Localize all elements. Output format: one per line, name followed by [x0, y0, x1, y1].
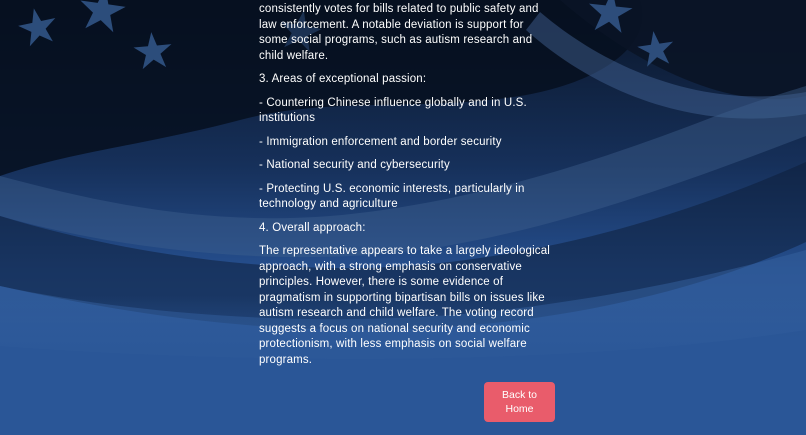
paragraph: The representative appears to take a largely ideological approach, with a strong emphasis on conservative principles. However, there is some evidence of pragmatism in supporting bipartisan bills on issues like autism research and child welfare. The voting record suggests a focus on national security and economic protectionism, with less emphasis on social welfare programs. [259, 245, 550, 366]
paragraph: consistently votes for bills related to public safety and law enforcement. A notable deviation is support for some social programs, such as autism research and child welfare. [259, 3, 539, 62]
back-to-home-button[interactable]: Back to Home [484, 382, 555, 422]
paragraph: 3. Areas of exceptional passion: [259, 73, 427, 85]
paragraph: 4. Overall approach: [259, 221, 366, 234]
paragraph: - Countering Chinese influence globally and in U.S. institutions [259, 96, 527, 124]
paragraph: - National security and cybersecurity [259, 159, 450, 171]
analysis-text [259, 2, 555, 368]
button-row [259, 382, 555, 422]
paragraph: - Protecting U.S. economic interests, particularly in technology and agriculture [259, 182, 525, 210]
paragraph: - Immigration enforcement and border security [259, 135, 502, 148]
analysis-content [259, 2, 555, 422]
